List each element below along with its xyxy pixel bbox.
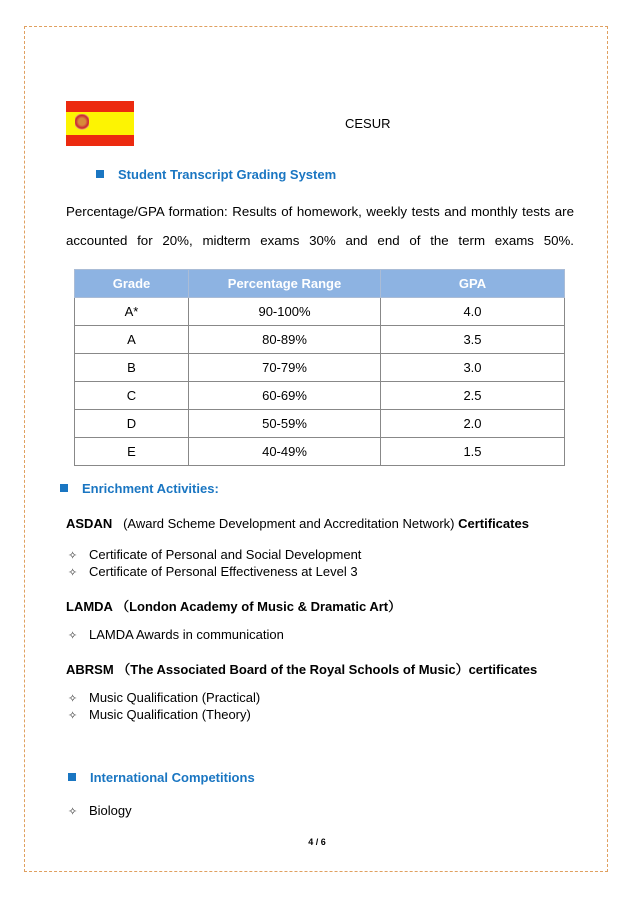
diamond-bullet-icon: ✧ <box>68 710 78 722</box>
list-item <box>68 707 251 722</box>
table-row <box>75 438 565 466</box>
table-row <box>75 410 565 438</box>
table-cell: 50-59% <box>189 410 381 438</box>
col-header: Percentage Range <box>189 270 381 298</box>
table-cell: B <box>75 354 189 382</box>
table-cell: 2.0 <box>381 410 565 438</box>
table-row <box>75 354 565 382</box>
table-cell: 60-69% <box>189 382 381 410</box>
asdan-abbr: ASDAN <box>66 516 113 531</box>
table-row <box>75 382 565 410</box>
table-row <box>75 298 565 326</box>
col-header: GPA <box>381 270 565 298</box>
square-bullet-icon <box>60 484 68 492</box>
table-cell: E <box>75 438 189 466</box>
square-bullet-icon <box>96 170 104 178</box>
asdan-suffix: Certificates <box>458 516 529 531</box>
table-cell: 90-100% <box>189 298 381 326</box>
heading-text: Enrichment Activities: <box>82 481 219 496</box>
item-text: Certificate of Personal Effectiveness at Level 3 <box>89 564 358 579</box>
item-text: Certificate of Personal and Social Development <box>89 547 362 562</box>
diamond-bullet-icon: ✧ <box>68 550 78 562</box>
grading-paragraph: Percentage/GPA formation: Results of homework, weekly tests and monthly tests are accounted for 20%, midterm exams 30% and end of the term exams 50%. <box>66 204 574 248</box>
diamond-bullet-icon: ✧ <box>68 567 78 579</box>
table-cell: 40-49% <box>189 438 381 466</box>
table-cell: 80-89% <box>189 326 381 354</box>
table-cell: 4.0 <box>381 298 565 326</box>
section-heading-enrichment <box>60 481 219 496</box>
table-row <box>75 326 565 354</box>
heading-text: International Competitions <box>90 770 255 785</box>
school-name: CESUR <box>345 116 391 131</box>
table-cell: 1.5 <box>381 438 565 466</box>
section-heading-grading <box>96 167 336 182</box>
table-cell: C <box>75 382 189 410</box>
diamond-bullet-icon: ✧ <box>68 630 78 642</box>
lamda-title: LAMDA （London Academy of Music & Dramatic Art） <box>66 599 402 614</box>
asdan-title <box>66 516 529 531</box>
grading-table <box>74 269 565 466</box>
table-cell: A* <box>75 298 189 326</box>
asdan-full: (Award Scheme Development and Accreditation Network) <box>123 516 455 531</box>
table-cell: D <box>75 410 189 438</box>
list-item <box>68 803 132 818</box>
diamond-bullet-icon: ✧ <box>68 693 78 705</box>
list-item <box>68 547 361 562</box>
diamond-bullet-icon: ✧ <box>68 806 78 818</box>
spain-flag-icon <box>66 101 134 146</box>
item-text: LAMDA Awards in communication <box>89 627 284 642</box>
table-cell: 70-79% <box>189 354 381 382</box>
table-cell: 3.5 <box>381 326 565 354</box>
table-cell: 3.0 <box>381 354 565 382</box>
item-text: Music Qualification (Practical) <box>89 690 261 705</box>
table-cell: 2.5 <box>381 382 565 410</box>
item-text: Biology <box>89 803 132 818</box>
list-item <box>68 564 358 579</box>
item-text: Music Qualification (Theory) <box>89 707 251 722</box>
square-bullet-icon <box>68 773 76 781</box>
page-number: 4 / 6 <box>308 837 326 847</box>
list-item <box>68 690 260 705</box>
heading-text: Student Transcript Grading System <box>118 167 337 182</box>
table-cell: A <box>75 326 189 354</box>
table-header-row <box>75 270 565 298</box>
abrsm-title: ABRSM （The Associated Board of the Royal Schools of Music）certificates <box>66 662 538 677</box>
col-header: Grade <box>75 270 189 298</box>
list-item <box>68 627 284 642</box>
section-heading-competitions <box>68 770 255 785</box>
